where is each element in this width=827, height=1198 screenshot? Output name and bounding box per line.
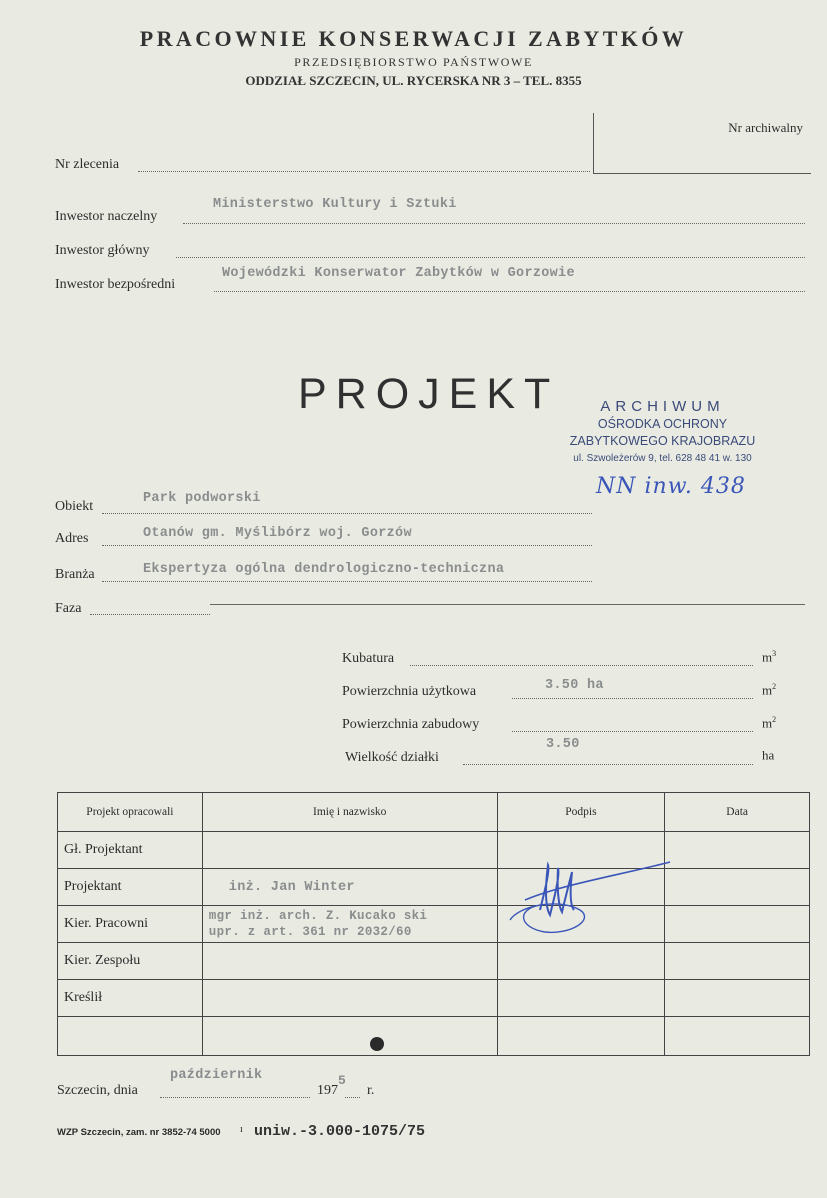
- header-title: PRACOWNIE KONSERWACJI ZABYTKÓW: [139, 26, 688, 51]
- inwestor-glowny-field[interactable]: [176, 256, 805, 258]
- pow-uzytkowa-line: [512, 697, 753, 699]
- signature-scribble-icon: [500, 850, 700, 960]
- branza-line: [102, 580, 592, 582]
- pow-uzytkowa-label: Powierzchnia użytkowa: [342, 684, 477, 699]
- faza-separator-line: [210, 603, 805, 605]
- pow-uzytkowa-unit-base: m: [762, 682, 773, 698]
- archive-stamp: [555, 398, 770, 464]
- adres-value[interactable]: Otanów gm. Myślibórz woj. Gorzów: [143, 526, 412, 541]
- table-row: [58, 1017, 810, 1056]
- footer-year-prefix: 197: [317, 1083, 338, 1098]
- row-name: mgr inż. arch. Z. Kucako ski: [208, 909, 428, 923]
- footer-print-info: WZP Szczecin, zam. nr 3852-74 5000: [57, 1127, 221, 1138]
- wielkosc-dzialki-line: [463, 763, 753, 765]
- branza-label: Branża: [55, 567, 95, 582]
- row-name: inż. Jan Winter: [228, 880, 355, 895]
- row-name-cell[interactable]: [202, 832, 497, 869]
- branza-value[interactable]: Ekspertyza ogólna dendrologiczno-techniczna: [143, 562, 505, 577]
- pow-zabudowy-label: Powierzchnia zabudowy: [342, 717, 480, 732]
- stamp-line-3: ZABYTKOWEGO KRAJOBRAZU: [569, 434, 756, 448]
- table-row: [58, 980, 810, 1017]
- kubatura-unit-base: m: [762, 649, 773, 665]
- footer-year-suffix: r.: [367, 1083, 375, 1098]
- row-date-cell[interactable]: [665, 1017, 810, 1056]
- inwestor-bezposredni-label: Inwestor bezpośredni: [55, 277, 176, 292]
- footer-city-label: Szczecin, dnia: [57, 1083, 138, 1098]
- pow-uzytkowa-unit: [762, 682, 776, 698]
- archive-number-box[interactable]: [593, 113, 811, 174]
- stamp-line-4: ul. Szwoleżerów 9, tel. 628 48 41 w. 130: [573, 453, 752, 464]
- row-name-cell[interactable]: [202, 980, 497, 1017]
- footer-date-line: [160, 1096, 310, 1098]
- inwestor-glowny-label: Inwestor główny: [55, 243, 150, 258]
- kubatura-label: Kubatura: [342, 651, 395, 666]
- table-header-role: Projekt opracowali: [58, 793, 203, 832]
- adres-line: [102, 544, 592, 546]
- obiekt-label: Obiekt: [55, 499, 94, 514]
- kubatura-unit-sup: 3: [772, 649, 777, 658]
- faza-field-dots[interactable]: [90, 613, 210, 615]
- obiekt-line: [102, 512, 592, 514]
- wielkosc-dzialki-label: Wielkość działki: [345, 750, 439, 765]
- row-date-cell[interactable]: [665, 980, 810, 1017]
- inwestor-naczelny-line: [183, 222, 805, 224]
- punch-mark-icon: [370, 1037, 384, 1051]
- obiekt-value[interactable]: Park podworski: [143, 491, 261, 506]
- pow-zabudowy-unit-base: m: [762, 715, 773, 731]
- wielkosc-dzialki-value[interactable]: 3.50: [546, 737, 580, 752]
- inwestor-naczelny-value[interactable]: Ministerstwo Kultury i Sztuki: [213, 197, 457, 212]
- row-name-cell[interactable]: [202, 869, 497, 906]
- row-role: Kier. Zespołu: [58, 943, 203, 980]
- pow-uzytkowa-value[interactable]: 3.50 ha: [545, 678, 604, 693]
- kubatura-field[interactable]: [410, 664, 753, 666]
- stamp-line-2: OŚRODKA OCHRONY: [597, 417, 728, 431]
- row-role: [58, 1017, 203, 1056]
- header-subtitle: PRZEDSIĘBIORSTWO PAŃSTWOWE: [294, 55, 533, 69]
- table-header-signature: Podpis: [497, 793, 665, 832]
- pow-zabudowy-unit-sup: 2: [772, 715, 777, 724]
- row-name-line-2: upr. z art. 361 nr 2032/60: [208, 925, 412, 939]
- nr-zlecenia-field[interactable]: [138, 170, 590, 172]
- table-header-date: Data: [665, 793, 810, 832]
- row-role: Kreślił: [58, 980, 203, 1017]
- header-address: ODDZIAŁ SZCZECIN, UL. RYCERSKA NR 3 – TEL. 8355: [245, 73, 582, 88]
- table-header-row: [58, 793, 810, 832]
- row-signature-cell[interactable]: [497, 1017, 665, 1056]
- inwestor-bezposredni-value[interactable]: Wojewódzki Konserwator Zabytków w Gorzowie: [222, 266, 575, 281]
- pow-zabudowy-field[interactable]: [512, 730, 753, 732]
- inwestor-bezposredni-line: [214, 290, 805, 292]
- footer-year-line: [345, 1096, 360, 1098]
- adres-label: Adres: [55, 531, 89, 546]
- footer-mark-icon: ı: [240, 1124, 243, 1135]
- nr-zlecenia-label: Nr zlecenia: [55, 157, 120, 172]
- row-name-cell[interactable]: [202, 1017, 497, 1056]
- wielkosc-dzialki-unit-base: ha: [762, 747, 775, 763]
- faza-label: Faza: [55, 601, 82, 616]
- row-name-cell[interactable]: [202, 906, 497, 943]
- pow-zabudowy-unit: [762, 715, 776, 731]
- row-role: Gł. Projektant: [58, 832, 203, 869]
- footer-year: [317, 1073, 347, 1099]
- pow-uzytkowa-unit-sup: 2: [772, 682, 777, 691]
- row-name-cell[interactable]: [202, 943, 497, 980]
- stamp-line-1: ARCHIWUM: [600, 398, 725, 415]
- table-header-name: Imię i nazwisko: [202, 793, 497, 832]
- row-role: Projektant: [58, 869, 203, 906]
- footer-year-digit[interactable]: 5: [338, 1073, 347, 1088]
- handwritten-inventory-ref: NN inw. 438: [596, 474, 746, 499]
- archive-number-label: Nr archiwalny: [728, 120, 803, 135]
- wielkosc-dzialki-unit: [762, 747, 774, 763]
- projekt-title: PROJEKT: [298, 370, 560, 418]
- footer-doc-code: uniw.-3.000-1075/75: [254, 1123, 426, 1140]
- kubatura-unit: [762, 649, 776, 665]
- footer-date-value[interactable]: październik: [170, 1068, 263, 1083]
- row-signature-cell[interactable]: [497, 980, 665, 1017]
- inwestor-naczelny-label: Inwestor naczelny: [55, 209, 158, 224]
- row-role: Kier. Pracowni: [58, 906, 203, 943]
